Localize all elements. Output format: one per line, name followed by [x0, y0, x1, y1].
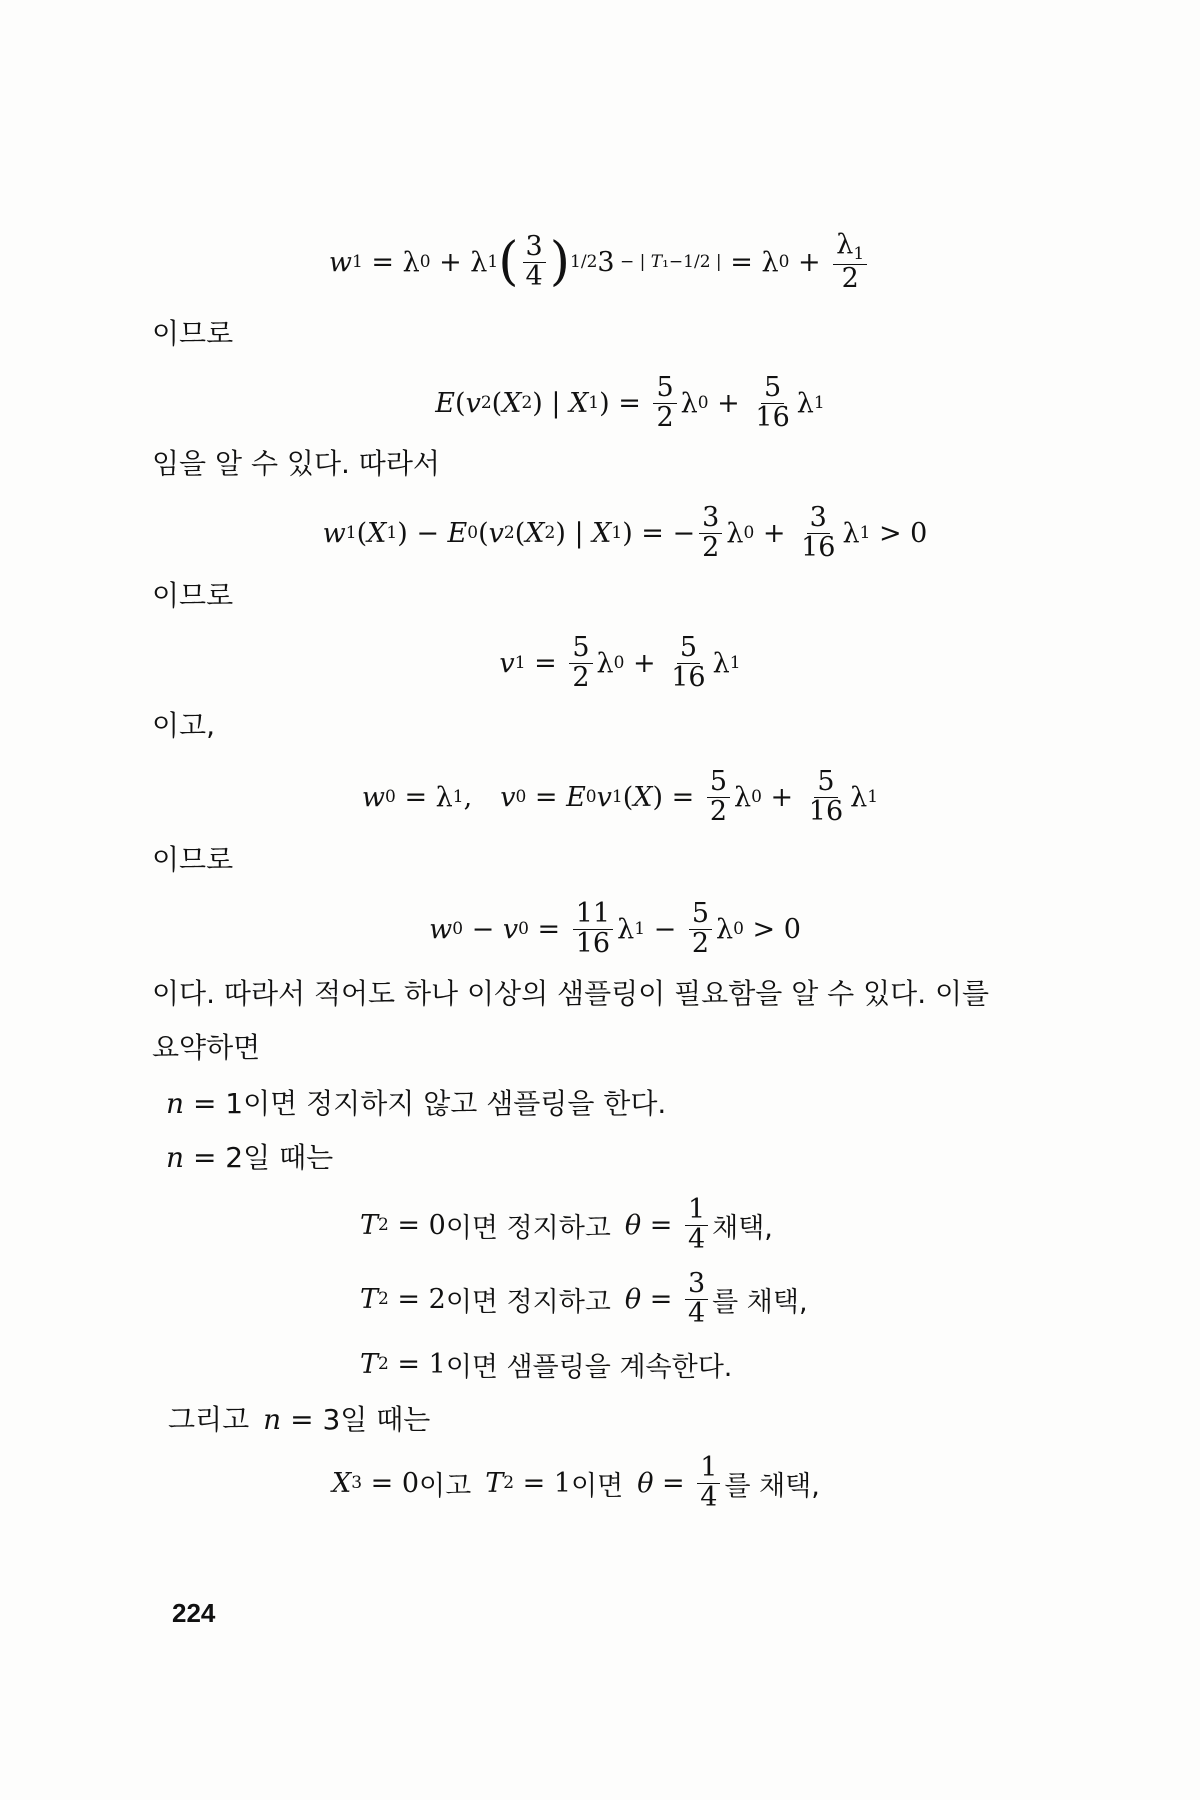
rule-n3-intro: 그리고 n = 3일 때는 [168, 1403, 431, 1436]
rule-t2-0: T 2 = 0 이면 정지하고 θ = $\frac{1}{4}$ 채택, [360, 1194, 773, 1255]
equation-w0-minus-v0: w 0 − v 0 = $\frac{11}{16}$ λ 1 − $\frac{5}{2}$ λ 0 > 0 [429, 898, 801, 959]
rule-n3-intro-text: 일 때는 [340, 1403, 431, 1436]
rule-n1: n = 1이면 정지하지 않고 샘플링을 한다. [166, 1087, 667, 1120]
equation-expected-v2: E ( v 2 ( X 2 ) | X 1 ) = $\frac{5}{2}$ λ 0 + $\frac{5}{16}$ λ 1 [435, 372, 825, 433]
rule-t2-1-text: 이면 샘플링을 계속한다. [445, 1351, 733, 1383]
rule-n2-intro-text: 일 때는 [243, 1141, 334, 1174]
equation-w1: w 1 = λ 0 + λ 1 ( $\frac{3}{4}$ ) 1/2 3 − | T₁−1/2 | = λ 0 + $\frac{\lambda_1}{2}$ [0, 222, 1200, 302]
equation-w1-minus-e0: w 1 ( X 1 ) − E 0 ( v 2 ( X 2 ) | X 1 ) = − $\frac{3}{2}$ λ 0 + $\frac{3}{16}$ λ 1 > 0 [322, 502, 928, 563]
rule-t2-1: T 2 = 1 이면 샘플링을 계속한다. [360, 1336, 1160, 1392]
text-imeuro-1: 이므로 [152, 317, 234, 350]
text-conclusion-line2: 요약하면 [152, 1031, 261, 1064]
rule-n1-text: 이면 정지하지 않고 샘플링을 한다. [243, 1087, 667, 1120]
text-imeuro-3: 이므로 [152, 843, 234, 876]
rule-x3-text-b: 이면 [571, 1470, 624, 1502]
equation-v1: v 1 = $\frac{5}{2}$ λ 0 + $\frac{5}{16}$ λ 1 [499, 632, 741, 693]
text-imeul-al-su-itda: 임을 알 수 있다. 따라서 [152, 447, 440, 480]
rule-t2-2-text-a: 이면 정지하고 [445, 1286, 611, 1318]
page-number: 224 [172, 1598, 216, 1628]
rule-x3: X 3 = 0 이고 T 2 = 1 이면 θ = $\frac{1}{4}$ 를 채택, [332, 1452, 820, 1513]
rule-t2-0-text-a: 이면 정지하고 [445, 1212, 611, 1244]
rule-x3-text-a: 이고 [419, 1470, 472, 1502]
rule-t2-2: T 2 = 2 이면 정지하고 θ = $\frac{3}{4}$ 를 채택, [360, 1268, 808, 1329]
rule-n2-intro: n = 2일 때는 [166, 1141, 334, 1174]
rule-t2-2-text-b: 를 채택, [712, 1286, 808, 1318]
rule-x3-text-c: 를 채택, [724, 1470, 820, 1502]
text-imeuro-2: 이므로 [152, 579, 234, 612]
rule-n3-prefix: 그리고 [168, 1403, 250, 1436]
text-igo: 이고, [152, 709, 215, 742]
equation-w0-v0: w 0 = λ 1 , v 0 = E 0 v 1 ( X ) = $\frac{5}{2}$ λ 0 + $\frac{5}{16}$ λ 1 [361, 766, 879, 827]
text-conclusion-line1: 이다. 따라서 적어도 하나 이상의 샘플링이 필요함을 알 수 있다. 이를 [152, 977, 990, 1010]
rule-t2-0-text-b: 채택, [712, 1212, 773, 1244]
